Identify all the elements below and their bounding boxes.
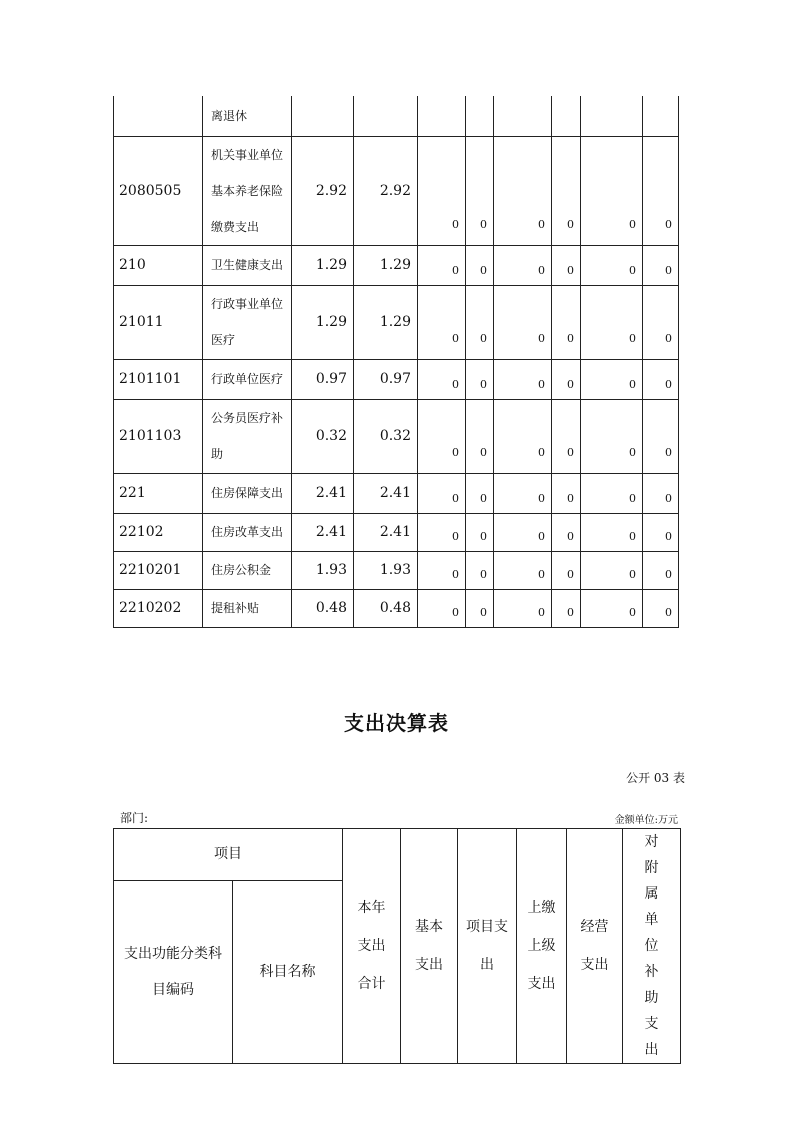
table-row: [114, 136, 679, 245]
total-amount-cell: 0.32: [292, 399, 354, 473]
page-title: 支出决算表: [344, 711, 449, 735]
amount-cell-c6: 0: [466, 589, 494, 627]
amount-cell-c9: 0: [581, 513, 643, 551]
table-row: [114, 285, 679, 359]
amount-cell-c9: 0: [581, 285, 643, 359]
subject-code-cell: 2101101: [114, 359, 203, 399]
amount-cell-c8: 0: [552, 551, 581, 589]
subject-code-cell: 21011: [114, 285, 203, 359]
amount-cell-c7: 0: [494, 589, 552, 627]
header-project-expenditure: 项目支出: [458, 829, 517, 1064]
header-function-code: 支出功能分类科目编码: [114, 880, 233, 1063]
amount-cell-c10: 0: [643, 359, 679, 399]
table-row: [114, 359, 679, 399]
subject-name-cell: 住房保障支出: [203, 473, 292, 513]
subject-name-cell: 机关事业单位基本养老保险缴费支出: [203, 136, 292, 245]
basic-amount-cell: 0.97: [354, 359, 418, 399]
amount-cell-c6: 0: [466, 359, 494, 399]
total-amount-cell: 2.41: [292, 473, 354, 513]
subject-code-cell: 210: [114, 245, 203, 285]
amount-cell-c8: 0: [552, 589, 581, 627]
subject-name-cell: 公务员医疗补助: [203, 399, 292, 473]
amount-cell-c7: 0: [494, 245, 552, 285]
table-row: [114, 96, 679, 136]
subject-code-cell: 22102: [114, 513, 203, 551]
amount-cell-c10: 0: [643, 285, 679, 359]
total-amount-cell: 2.92: [292, 136, 354, 245]
amount-cell-c9: 0: [581, 473, 643, 513]
amount-cell-c8: 0: [552, 513, 581, 551]
table-row: [114, 245, 679, 285]
amount-cell-c9: 0: [581, 359, 643, 399]
amount-cell-c7: 0: [494, 399, 552, 473]
amount-cell-c9: 0: [581, 245, 643, 285]
subject-name-cell: 卫生健康支出: [203, 245, 292, 285]
subject-name-cell: 行政事业单位医疗: [203, 285, 292, 359]
subject-code-cell: 2101103: [114, 399, 203, 473]
header-subject-name: 科目名称: [233, 880, 343, 1063]
basic-amount-cell: 1.29: [354, 285, 418, 359]
amount-cell-c6: 0: [466, 473, 494, 513]
amount-cell-c5: 0: [418, 136, 466, 245]
basic-amount-cell: 0.32: [354, 399, 418, 473]
subject-name-cell: 住房改革支出: [203, 513, 292, 551]
header-project: 项目: [114, 829, 343, 881]
header-subsidy: 对附属单位补助支出: [623, 829, 681, 1064]
amount-cell-c10: 0: [643, 473, 679, 513]
department-label: 部门:: [120, 811, 149, 825]
basic-amount-cell: 1.93: [354, 551, 418, 589]
table-row: [114, 513, 679, 551]
table-row: [114, 473, 679, 513]
basic-amount-cell: 2.92: [354, 136, 418, 245]
amount-cell-c10: 0: [643, 551, 679, 589]
table-row: [114, 589, 679, 627]
total-amount-cell: 0.97: [292, 359, 354, 399]
subject-code-cell: 2210201: [114, 551, 203, 589]
amount-cell-c6: 0: [466, 513, 494, 551]
amount-cell-c9: 0: [581, 399, 643, 473]
total-amount-cell: 2.41: [292, 513, 354, 551]
amount-cell-c5: 0: [418, 513, 466, 551]
amount-cell-c8: 0: [552, 285, 581, 359]
subject-code-cell: 221: [114, 473, 203, 513]
header-upper-level: 上缴上级支出: [517, 829, 567, 1064]
amount-cell-c5: 0: [418, 589, 466, 627]
amount-cell-c7: 0: [494, 136, 552, 245]
amount-cell-c9: 0: [581, 551, 643, 589]
amount-cell-c10: 0: [643, 399, 679, 473]
amount-cell-c10: 0: [643, 589, 679, 627]
basic-amount-cell: 1.29: [354, 245, 418, 285]
amount-cell-c5: 0: [418, 399, 466, 473]
amount-cell-c5: 0: [418, 473, 466, 513]
amount-cell-c10: 0: [643, 245, 679, 285]
amount-cell-c5: 0: [418, 359, 466, 399]
amount-cell-c6: 0: [466, 245, 494, 285]
subject-code-cell: 2080505: [114, 136, 203, 245]
subject-name-cell: 离退休: [203, 96, 292, 136]
total-amount-cell: 1.29: [292, 285, 354, 359]
amount-cell-c6: 0: [466, 136, 494, 245]
subject-name-cell: 行政单位医疗: [203, 359, 292, 399]
amount-cell-c8: 0: [552, 136, 581, 245]
amount-cell-c9: 0: [581, 589, 643, 627]
amount-cell-c7: 0: [494, 473, 552, 513]
amount-unit-label: 金额单位:万元: [614, 815, 678, 826]
total-amount-cell: 0.48: [292, 589, 354, 627]
subject-name-cell: 住房公积金: [203, 551, 292, 589]
amount-cell-c7: 0: [494, 285, 552, 359]
amount-cell-c5: 0: [418, 245, 466, 285]
amount-cell-c5: 0: [418, 285, 466, 359]
form-number: 公开 03 表: [626, 771, 685, 785]
expenditure-table-continued: [113, 96, 679, 628]
amount-cell-c9: 0: [581, 136, 643, 245]
amount-cell-c7: 0: [494, 359, 552, 399]
amount-cell-c8: 0: [552, 245, 581, 285]
basic-amount-cell: 2.41: [354, 473, 418, 513]
expenditure-table-header: [113, 828, 681, 1064]
amount-cell-c10: 0: [643, 513, 679, 551]
subject-code-cell: 2210202: [114, 589, 203, 627]
amount-cell-c6: 0: [466, 551, 494, 589]
amount-cell-c8: 0: [552, 399, 581, 473]
amount-cell-c8: 0: [552, 473, 581, 513]
header-business: 经营支出: [567, 829, 623, 1064]
header-basic: 基本支出: [401, 829, 458, 1064]
table-row: [114, 551, 679, 589]
amount-cell-c8: 0: [552, 359, 581, 399]
amount-cell-c6: 0: [466, 285, 494, 359]
total-amount-cell: 1.93: [292, 551, 354, 589]
subject-name-cell: 提租补贴: [203, 589, 292, 627]
basic-amount-cell: 2.41: [354, 513, 418, 551]
header-total: 本年支出合计: [343, 829, 401, 1064]
table-row: [114, 399, 679, 473]
basic-amount-cell: 0.48: [354, 589, 418, 627]
amount-cell-c7: 0: [494, 513, 552, 551]
amount-cell-c10: 0: [643, 136, 679, 245]
total-amount-cell: 1.29: [292, 245, 354, 285]
amount-cell-c7: 0: [494, 551, 552, 589]
amount-cell-c6: 0: [466, 399, 494, 473]
amount-cell-c5: 0: [418, 551, 466, 589]
